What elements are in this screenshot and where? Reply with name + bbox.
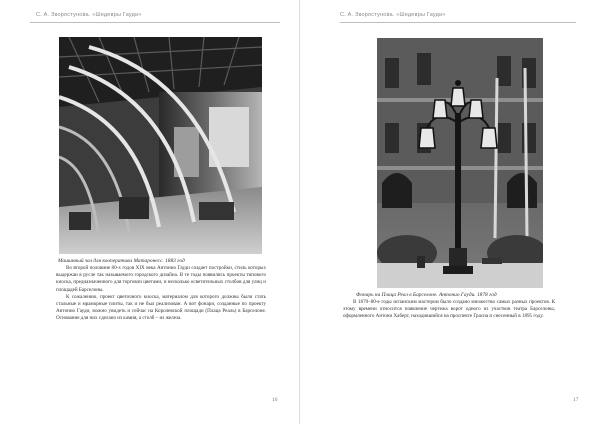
paragraph: К сожалению, проект цветочного киоска, материалом для которого должны были стать стальные и мраморные плиты, так и не был реализован. А вот фонари, созданные по проекту Антонио Гауди, можно увидеть и сейчас на Королевской площади (Плаца Реаль) в Барселоне. Основание для них сделано из камня, а столб – из железа.: [56, 293, 266, 322]
page-number: 16: [272, 397, 278, 403]
photo-caption: Машинный зал для кооператива Матаронесс. 1883 год: [58, 258, 185, 264]
photo-machine-hall: [59, 37, 262, 254]
body-text: [56, 265, 266, 323]
running-header: С. А. Зворостунова. «Шедевры Гауди»: [340, 12, 446, 18]
right-page: [300, 0, 600, 424]
photo-caption: Фонарь на Плаца Реал в Барселоне. Антонио Гауди. 1878 год: [356, 292, 497, 298]
page-number: 17: [573, 397, 579, 403]
paragraph: Во второй половине 80-х годов XIX века Антонио Гауди создает постройки, стиль которых выдержан в русле так называемого городского дизайна. В те годы появились проекты типового киоска, предназначенного для торговли цветами, и несколько осветительных столбов для улиц и площадей Барселоны.: [56, 265, 266, 293]
header-rule: [30, 22, 280, 23]
running-header: С. А. Зворостунова. «Шедевры Гауди»: [36, 12, 142, 18]
header-rule: [340, 22, 576, 23]
photo-street-lamp: [377, 38, 543, 288]
body-text: [343, 299, 555, 321]
paragraph: В 1870–80-е годы испанским мастером было создано множество самых разных проектов. К этому времени относится появление чертежа ворот одного из участков театра Барселоны, оформленного Антони Хаберт, находившийся на проспекте Грасиа и снесенный в 1895 году.: [343, 299, 555, 320]
